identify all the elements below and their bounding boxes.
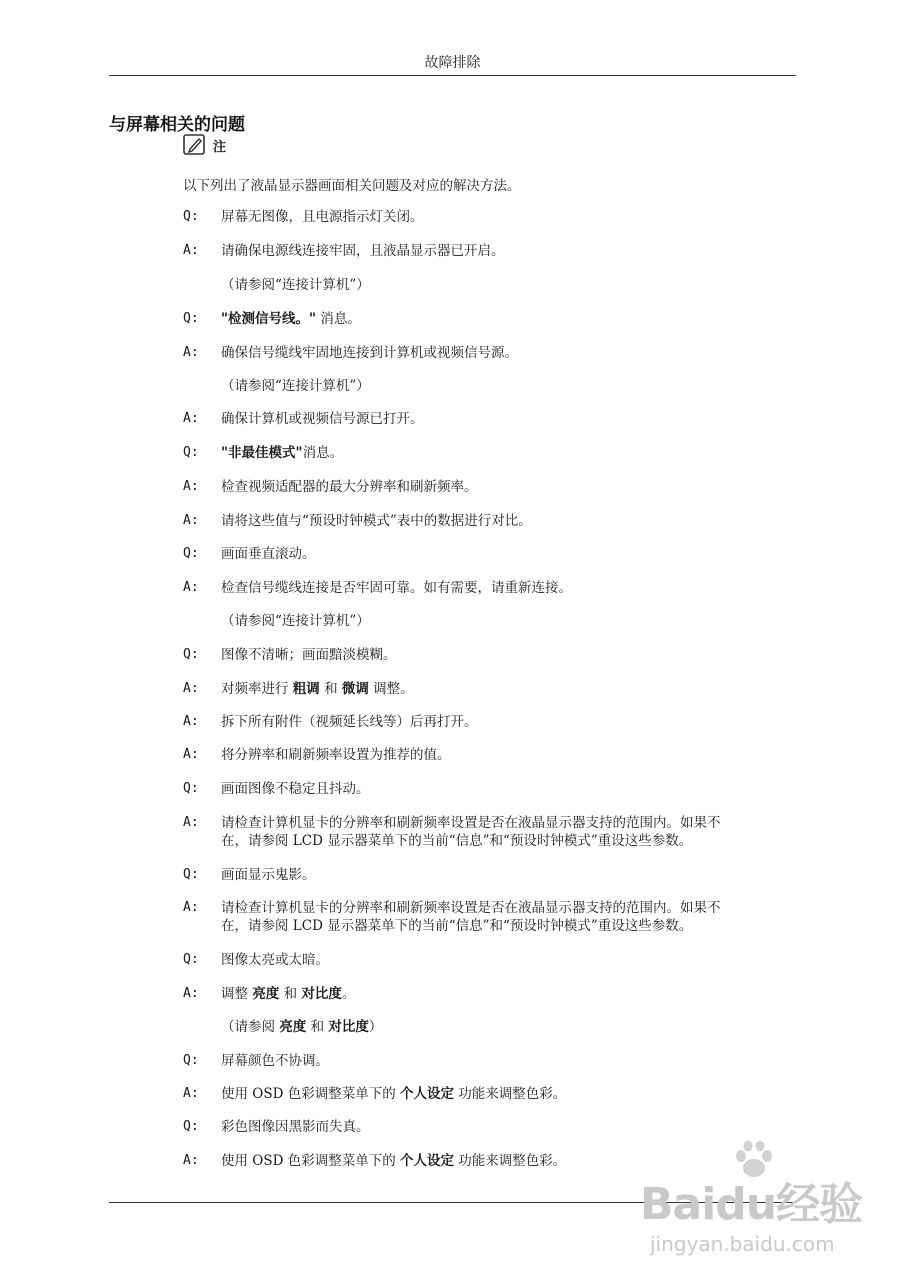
row-tag: Q: xyxy=(183,1119,199,1134)
row-tag: A: xyxy=(183,345,199,360)
row-text: 图像不清晰；画面黯淡模糊。 xyxy=(221,647,397,663)
row-tag: A: xyxy=(183,714,199,729)
row-tag: A: xyxy=(183,1153,199,1168)
page-header-title: 故障排除 xyxy=(424,55,481,71)
row-tag: A: xyxy=(183,1086,199,1101)
row-tag: A: xyxy=(183,411,199,426)
row-text: 确保信号缆线牢固地连接到计算机或视频信号源。 xyxy=(221,345,518,361)
row-tag: A: xyxy=(183,986,199,1001)
row-text: （请参阅 亮度 和 对比度） xyxy=(221,1019,383,1035)
row-tag: A: xyxy=(183,479,199,494)
row-text: 图像太亮或太暗。 xyxy=(221,952,329,968)
row-tag: A: xyxy=(183,681,199,696)
row-tag: A: xyxy=(183,580,199,595)
row-text: （请参阅“连接计算机”） xyxy=(221,613,370,629)
row-tag: A: xyxy=(183,815,199,830)
header-divider xyxy=(109,75,796,76)
row-text: 对频率进行 粗调 和 微调 调整。 xyxy=(221,681,414,697)
watermark-url: jingyan.baidu.com xyxy=(650,1232,835,1256)
row-text: "非最佳模式"消息。 xyxy=(221,445,344,461)
row-text: 彩色图像因黑影而失真。 xyxy=(221,1119,370,1135)
row-tag: Q: xyxy=(183,1053,199,1068)
row-text: 拆下所有附件（视频延长线等）后再打开。 xyxy=(221,714,478,730)
row-text: 确保计算机或视频信号源已打开。 xyxy=(221,411,424,427)
row-text: 使用 OSD 色彩调整菜单下的 个人设定 功能来调整色彩。 xyxy=(221,1086,567,1102)
row-tag: A: xyxy=(183,900,199,915)
row-text: 调整 亮度 和 对比度。 xyxy=(221,986,356,1002)
row-tag: Q: xyxy=(183,952,199,967)
watermark-brand: Baidu经验 xyxy=(640,1179,863,1230)
row-text: 画面显示鬼影。 xyxy=(221,867,316,883)
note-pencil-icon xyxy=(183,134,207,156)
row-tag: Q: xyxy=(183,647,199,662)
row-text: （请参阅“连接计算机”） xyxy=(221,378,370,394)
intro-text: 以下列出了液晶显示器画面相关问题及对应的解决方法。 xyxy=(183,178,521,194)
row-tag: Q: xyxy=(183,445,199,460)
row-text: 检查信号缆线连接是否牢固可靠。如有需要，请重新连接。 xyxy=(221,580,572,596)
row-tag: Q: xyxy=(183,209,199,224)
row-text: "检测信号线。" 消息。 xyxy=(221,311,361,327)
note-callout xyxy=(183,134,226,156)
row-text: 画面图像不稳定且抖动。 xyxy=(221,781,370,797)
row-tag: A: xyxy=(183,513,199,528)
row-tag: A: xyxy=(183,243,199,258)
row-text: 请将这些值与“预设时钟模式”表中的数据进行对比。 xyxy=(221,513,532,529)
row-tag: A: xyxy=(183,747,199,762)
row-text: 请检查计算机显卡的分辨率和刷新频率设置是否在液晶显示器支持的范围内。如果不 在，请参阅 LCD 显示器菜单下的当前“信息”和“预设时钟模式”重设这些参数。 xyxy=(221,815,721,849)
row-text: 画面垂直滚动。 xyxy=(221,546,316,562)
row-tag: Q: xyxy=(183,311,199,326)
row-text: （请参阅“连接计算机”） xyxy=(221,277,370,293)
row-tag: Q: xyxy=(183,867,199,882)
note-label: 注 xyxy=(213,140,227,155)
row-tag: Q: xyxy=(183,546,199,561)
row-tag: Q: xyxy=(183,781,199,796)
row-text: 请检查计算机显卡的分辨率和刷新频率设置是否在液晶显示器支持的范围内。如果不 在，请参阅 LCD 显示器菜单下的当前“信息”和“预设时钟模式”重设这些参数。 xyxy=(221,900,721,934)
row-text: 使用 OSD 色彩调整菜单下的 个人设定 功能来调整色彩。 xyxy=(221,1153,567,1169)
row-text: 屏幕无图像，且电源指示灯关闭。 xyxy=(221,209,424,225)
watermark xyxy=(620,1140,890,1270)
row-text: 请确保电源线连接牢固，且液晶显示器已开启。 xyxy=(221,243,505,259)
row-text: 检查视频适配器的最大分辨率和刷新频率。 xyxy=(221,479,478,495)
row-text: 将分辨率和刷新频率设置为推荐的值。 xyxy=(221,747,451,763)
section-title: 与屏幕相关的问题 xyxy=(109,115,245,135)
row-text: 屏幕颜色不协调。 xyxy=(221,1053,329,1069)
